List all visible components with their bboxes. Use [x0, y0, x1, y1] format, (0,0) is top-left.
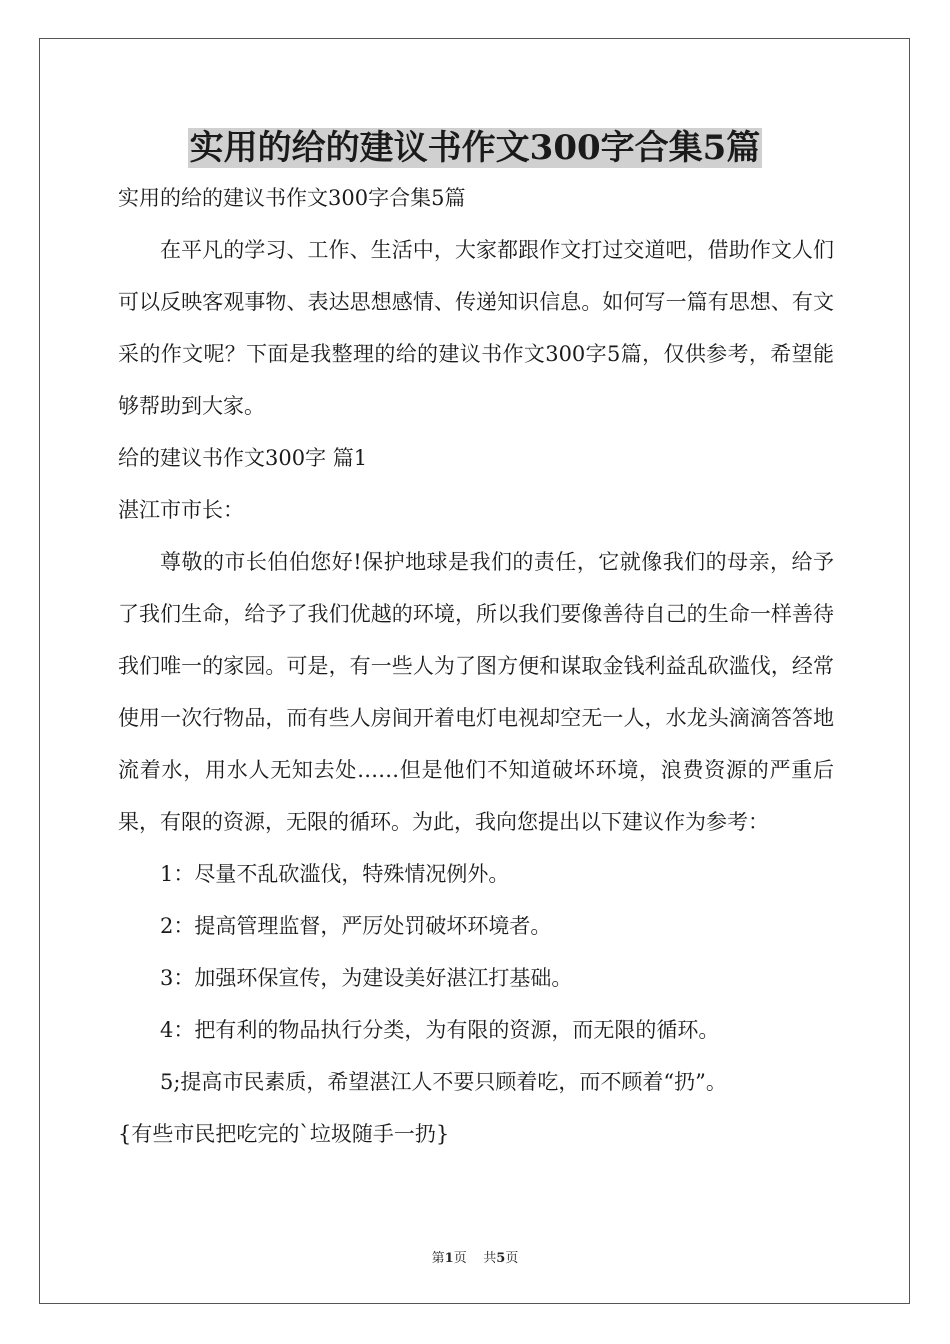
total-prefix: 共: [483, 1251, 497, 1266]
subtitle: 实用的给的建议书作文300字合集5篇: [118, 186, 466, 210]
salutation: 湛江市市长：: [118, 498, 244, 522]
suggestion-item-3: 3：加强环保宣传，为建设美好湛江打基础。: [160, 966, 573, 990]
body-paragraph: 尊敬的市长伯伯您好!保护地球是我们的责任，它就像我们的母亲，给予了我们生命，给予了我们优越的环境，所以我们要像善待自己的生命一样善待我们唯一的家园。可是，有一些人为了图方便和谋取金钱利益乱砍滥伐，经常使用一次行物品，而有些人房间开着电灯电视却空无一人，水龙头滴滴答答地流着水，用水人无知去处……但是他们不知道破坏环境，浪费资源的严重后果，有限的资源，无限的循环。为此，我向您提出以下建议作为参考：: [118, 550, 834, 834]
suggestion-item-2: 2：提高管理监督，严厉处罚破坏环境者。: [160, 914, 552, 938]
page-prefix: 第: [431, 1251, 445, 1266]
document-title: [0, 122, 950, 174]
document-body: [118, 172, 834, 1160]
suggestion-item-1: 1：尽量不乱砍滥伐，特殊情况例外。: [160, 862, 510, 886]
suggestion-item-5: 5;提高市民素质，希望湛江人不要只顾着吃，而不顾着“扔”。: [160, 1070, 727, 1094]
document-title-text: 实用的给的建议书作文300字合集5篇: [189, 128, 761, 168]
note-paragraph: {有些市民把吃完的`垃圾随手一扔}: [118, 1122, 450, 1146]
total-suffix: 页: [505, 1251, 519, 1266]
page-total: 5: [496, 1251, 506, 1266]
page-current: 1: [444, 1251, 454, 1266]
suggestion-item-4: 4：把有利的物品执行分类，为有限的资源，而无限的循环。: [160, 1018, 720, 1042]
page-footer: [0, 1247, 950, 1266]
page-suffix: 页: [453, 1251, 467, 1266]
intro-paragraph: 在平凡的学习、工作、生活中，大家都跟作文打过交道吧，借助作文人们可以反映客观事物、表达思想感情、传递知识信息。如何写一篇有思想、有文采的作文呢？下面是我整理的给的建议书作文300字5篇，仅供参考，希望能够帮助到大家。: [118, 238, 834, 418]
section-heading: 给的建议书作文300字 篇1: [118, 446, 368, 470]
